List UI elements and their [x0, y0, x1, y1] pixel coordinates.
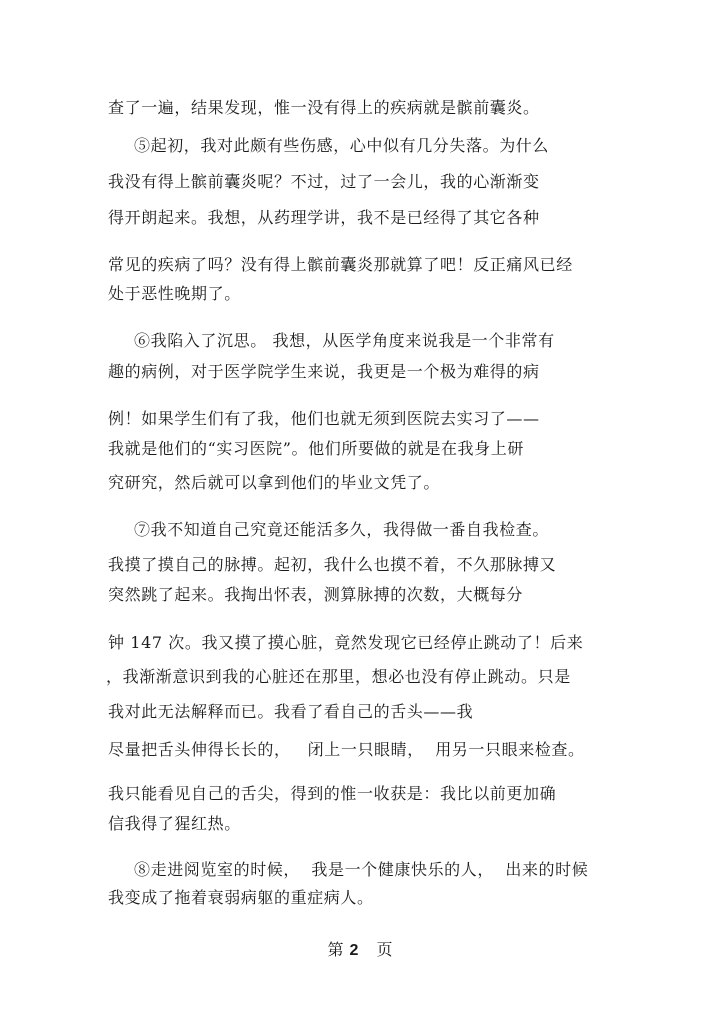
text-line: ⑧走进阅览室的时候， 我是一个健康快乐的人， 出来的时候 — [134, 860, 589, 879]
text-line: 我摸了摸自己的脉搏。起初，我什么也摸不着，不久那脉搏又 — [108, 555, 557, 574]
text-line: 查了一遍，结果发现，惟一没有得上的疾病就是髌前囊炎。 — [108, 98, 540, 117]
text-line: ⑦我不知道自己究竟还能活多久，我得做一番自我检查。 — [134, 520, 550, 539]
text-line: 我没有得上髌前囊炎呢？不过，过了一会儿，我的心渐渐变 — [108, 172, 540, 191]
text-line: 得开朗起来。我想，从药理学讲，我不是已经得了其它各种 — [108, 208, 540, 227]
text-line: 处于恶性晚期了。 — [108, 284, 241, 303]
text-line: 常见的疾病了吗？没有得上髌前囊炎那就算了吧！反正痛风已经 — [108, 255, 573, 274]
text-line: 我对此无法解释而已。我看了看自己的舌头——我 — [108, 702, 474, 721]
text-line: 钟 147 次。我又摸了摸心脏，竟然发现它已经停止跳动了！后来 — [108, 633, 584, 652]
page-number: 2 — [349, 942, 359, 959]
text-line: ⑥我陷入了沉思。 我想，从医学角度来说我是一个非常有 — [134, 331, 555, 350]
text-line: ，我渐渐意识到我的心脏还在那里，想必也没有停止跳动。只是 — [106, 667, 571, 686]
text-line: 趣的病例，对于医学院学生来说，我更是一个极为难得的病 — [108, 362, 540, 381]
page-number-prefix: 第 — [327, 940, 344, 959]
text-line: 我变成了拖着衰弱病躯的重症病人。 — [108, 888, 374, 907]
text-line: 突然跳了起来。我掏出怀表，测算脉搏的次数，大概每分 — [108, 585, 524, 604]
text-line: 我只能看见自己的舌尖，得到的惟一收获是：我比以前更加确 — [108, 784, 557, 803]
text-line: 信我得了猩红热。 — [108, 814, 241, 833]
text-line: 例！如果学生们有了我，他们也就无须到医院去实习了—— — [108, 409, 540, 428]
text-line: 尽量把舌头伸得长长的， 闭上一只眼睛， 用另一只眼来检查。 — [108, 740, 585, 759]
text-line: 究研究，然后就可以拿到他们的毕业文凭了。 — [108, 473, 441, 492]
text-line: ⑤起初，我对此颇有些伤感，心中似有几分失落。为什么 — [134, 136, 550, 155]
page-footer — [0, 940, 720, 961]
page-number-suffix: 页 — [376, 940, 393, 959]
text-line: 我就是他们的“实习医院”。他们所要做的就是在我身上研 — [108, 439, 524, 458]
